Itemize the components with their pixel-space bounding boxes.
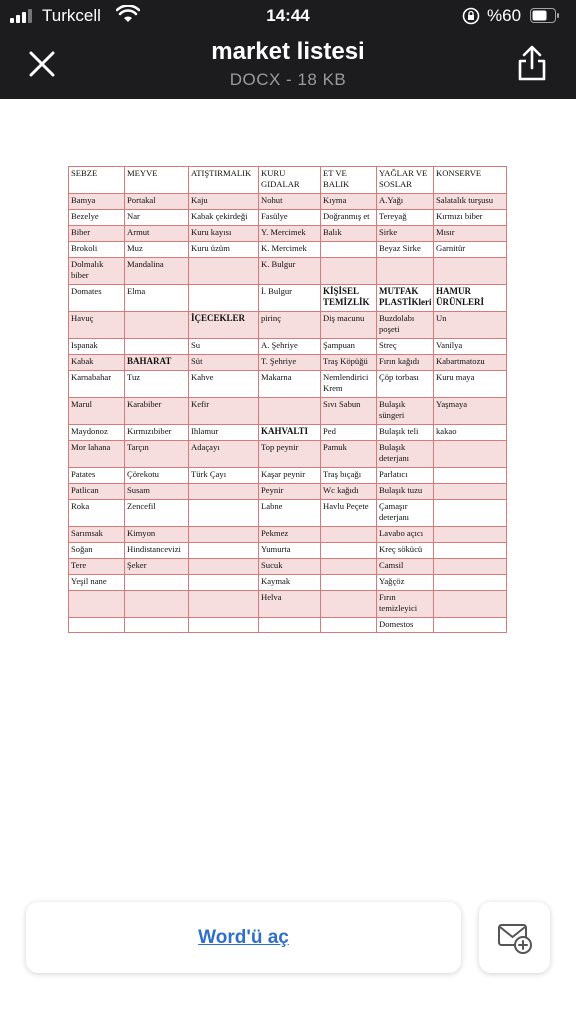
document-title: market listesi bbox=[211, 38, 365, 65]
table-row bbox=[69, 500, 507, 527]
table-cell bbox=[189, 258, 259, 285]
table-cell bbox=[434, 575, 507, 591]
document-preview[interactable] bbox=[68, 166, 506, 633]
table-cell: Patlican bbox=[69, 484, 125, 500]
table-cell: ATIŞTIRMALIK bbox=[189, 167, 259, 194]
table-row bbox=[69, 559, 507, 575]
table-cell: Kıyma bbox=[321, 194, 377, 210]
table-cell: Tereyağ bbox=[377, 210, 434, 226]
table-cell: Camsil bbox=[377, 559, 434, 575]
table-cell bbox=[125, 339, 189, 355]
battery-icon bbox=[530, 8, 560, 23]
table-cell: ET VE BALIK bbox=[321, 167, 377, 194]
table-cell: Garnitür bbox=[434, 242, 507, 258]
table-row bbox=[69, 167, 507, 194]
table-cell: Ispanak bbox=[69, 339, 125, 355]
table-row bbox=[69, 355, 507, 371]
table-cell bbox=[189, 285, 259, 312]
table-cell: Peynir bbox=[259, 484, 321, 500]
table-cell: Karnabahar bbox=[69, 371, 125, 398]
table-cell: Kuru üzüm bbox=[189, 242, 259, 258]
table-cell: HAMUR ÜRÜNLERİ bbox=[434, 285, 507, 312]
table-cell: K. Bulgur bbox=[259, 258, 321, 285]
table-cell: Pamuk bbox=[321, 441, 377, 468]
table-cell: YAĞLAR VE SOSLAR bbox=[377, 167, 434, 194]
table-row bbox=[69, 398, 507, 425]
clock: 14:44 bbox=[266, 6, 310, 25]
table-cell: KİŞİSEL TEMİZLİK bbox=[321, 285, 377, 312]
table-cell: Bulaşık deterjanı bbox=[377, 441, 434, 468]
table-cell bbox=[125, 618, 189, 633]
table-cell bbox=[321, 258, 377, 285]
table-cell: Bamya bbox=[69, 194, 125, 210]
carrier-label: Turkcell bbox=[42, 6, 101, 25]
table-cell: Havlu Peçete bbox=[321, 500, 377, 527]
table-cell bbox=[434, 484, 507, 500]
table-cell bbox=[321, 591, 377, 618]
table-cell bbox=[259, 618, 321, 633]
table-cell: Yağçöz bbox=[377, 575, 434, 591]
table-cell: Bulaşık teli bbox=[377, 425, 434, 441]
table-cell: Beyaz Sirke bbox=[377, 242, 434, 258]
table-cell bbox=[259, 398, 321, 425]
table-cell bbox=[189, 484, 259, 500]
table-row bbox=[69, 527, 507, 543]
table-cell: Y. Mercimek bbox=[259, 226, 321, 242]
open-word-button[interactable] bbox=[26, 902, 461, 973]
table-cell: Doğranmış et bbox=[321, 210, 377, 226]
table-cell bbox=[125, 312, 189, 339]
table-cell: Sucuk bbox=[259, 559, 321, 575]
table-cell bbox=[434, 559, 507, 575]
table-row bbox=[69, 591, 507, 618]
table-cell: Fırın temizleyici bbox=[377, 591, 434, 618]
table-cell: Salatalık turşusu bbox=[434, 194, 507, 210]
status-bar bbox=[0, 0, 576, 32]
table-cell: Kabak çekirdeği bbox=[189, 210, 259, 226]
table-row bbox=[69, 575, 507, 591]
table-cell: Tarçın bbox=[125, 441, 189, 468]
table-row bbox=[69, 312, 507, 339]
table-cell bbox=[189, 500, 259, 527]
table-cell: Mandalina bbox=[125, 258, 189, 285]
table-cell: Tere bbox=[69, 559, 125, 575]
table-row bbox=[69, 371, 507, 398]
table-cell bbox=[377, 258, 434, 285]
table-cell: Kaşar peynir bbox=[259, 468, 321, 484]
table-cell bbox=[321, 618, 377, 633]
table-cell: Domestos bbox=[377, 618, 434, 633]
table-cell: Susam bbox=[125, 484, 189, 500]
table-cell bbox=[434, 591, 507, 618]
table-cell bbox=[434, 468, 507, 484]
table-cell: Patates bbox=[69, 468, 125, 484]
table-cell: Kefir bbox=[189, 398, 259, 425]
table-cell: A. Şehriye bbox=[259, 339, 321, 355]
table-cell bbox=[321, 242, 377, 258]
table-cell: Havuç bbox=[69, 312, 125, 339]
table-cell: İ. Bulgur bbox=[259, 285, 321, 312]
table-cell: Yeşil nane bbox=[69, 575, 125, 591]
document-subtitle: DOCX - 18 KB bbox=[229, 70, 347, 89]
open-word-label: Word'ü aç bbox=[198, 926, 289, 948]
table-cell: Roka bbox=[69, 500, 125, 527]
table-cell: Kaymak bbox=[259, 575, 321, 591]
table-cell: Bulaşık süngeri bbox=[377, 398, 434, 425]
table-cell: Fasülye bbox=[259, 210, 321, 226]
table-cell: Nar bbox=[125, 210, 189, 226]
table-cell bbox=[434, 543, 507, 559]
table-row bbox=[69, 242, 507, 258]
table-cell: Traş bıçağı bbox=[321, 468, 377, 484]
table-cell: Yaşmaya bbox=[434, 398, 507, 425]
table-cell: Çöp torbası bbox=[377, 371, 434, 398]
table-cell bbox=[434, 527, 507, 543]
table-row bbox=[69, 339, 507, 355]
table-cell: Brokoli bbox=[69, 242, 125, 258]
table-row bbox=[69, 285, 507, 312]
table-cell: Sirke bbox=[377, 226, 434, 242]
table-cell: KURU GIDALAR bbox=[259, 167, 321, 194]
table-cell: Kabartmatozu bbox=[434, 355, 507, 371]
table-cell: Türk Çayı bbox=[189, 468, 259, 484]
table-cell: T. Şehriye bbox=[259, 355, 321, 371]
table-row bbox=[69, 484, 507, 500]
table-cell: BAHARAT bbox=[125, 355, 189, 371]
table-cell: SEBZE bbox=[69, 167, 125, 194]
table-cell: Adaçayı bbox=[189, 441, 259, 468]
table-cell bbox=[434, 258, 507, 285]
table-cell bbox=[69, 591, 125, 618]
table-cell: Pekmez bbox=[259, 527, 321, 543]
table-cell: İÇECEKLER bbox=[189, 312, 259, 339]
table-cell: Portakal bbox=[125, 194, 189, 210]
table-cell: Yumurta bbox=[259, 543, 321, 559]
table-cell: Elma bbox=[125, 285, 189, 312]
table-cell bbox=[189, 527, 259, 543]
table-cell: Mor lahana bbox=[69, 441, 125, 468]
table-cell bbox=[69, 618, 125, 633]
table-cell: KONSERVE bbox=[434, 167, 507, 194]
table-cell: Çamaşır deterjanı bbox=[377, 500, 434, 527]
table-cell: Ped bbox=[321, 425, 377, 441]
table-cell: Labne bbox=[259, 500, 321, 527]
top-bar bbox=[0, 0, 576, 99]
table-cell: Şeker bbox=[125, 559, 189, 575]
table-cell bbox=[189, 591, 259, 618]
table-cell: KAHVALTI bbox=[259, 425, 321, 441]
table-cell bbox=[434, 618, 507, 633]
table-cell: Kabak bbox=[69, 355, 125, 371]
table-cell: Bulaşık tuzu bbox=[377, 484, 434, 500]
table-cell: Sıvı Sabun bbox=[321, 398, 377, 425]
table-cell: kakao bbox=[434, 425, 507, 441]
table-cell: Makarna bbox=[259, 371, 321, 398]
table-cell: Tuz bbox=[125, 371, 189, 398]
table-cell: pirinç bbox=[259, 312, 321, 339]
table-cell: Fırın kağıdı bbox=[377, 355, 434, 371]
table-cell bbox=[434, 441, 507, 468]
orientation-lock-icon bbox=[462, 7, 480, 25]
table-cell: A.Yağı bbox=[377, 194, 434, 210]
table-cell: Lavabo açıcı bbox=[377, 527, 434, 543]
table-row bbox=[69, 258, 507, 285]
table-cell: Bezelye bbox=[69, 210, 125, 226]
table-cell: Ihlamur bbox=[189, 425, 259, 441]
table-cell: Kahve bbox=[189, 371, 259, 398]
table-row bbox=[69, 425, 507, 441]
table-cell bbox=[434, 500, 507, 527]
table-cell bbox=[189, 575, 259, 591]
table-row bbox=[69, 194, 507, 210]
table-cell bbox=[189, 543, 259, 559]
table-cell: Karabiber bbox=[125, 398, 189, 425]
table-row bbox=[69, 618, 507, 633]
table-cell bbox=[321, 559, 377, 575]
table-cell bbox=[125, 591, 189, 618]
table-cell bbox=[321, 575, 377, 591]
table-cell: Su bbox=[189, 339, 259, 355]
battery-percent: %60 bbox=[487, 6, 522, 25]
table-cell: Çörekotu bbox=[125, 468, 189, 484]
table-cell: Diş macunu bbox=[321, 312, 377, 339]
table-cell: Un bbox=[434, 312, 507, 339]
table-cell: Maydonoz bbox=[69, 425, 125, 441]
table-cell bbox=[189, 618, 259, 633]
table-cell: Balık bbox=[321, 226, 377, 242]
table-cell: Marul bbox=[69, 398, 125, 425]
table-cell: Nohut bbox=[259, 194, 321, 210]
table-row bbox=[69, 226, 507, 242]
table-cell: Vanilya bbox=[434, 339, 507, 355]
table-cell bbox=[321, 527, 377, 543]
table-cell: Top peynir bbox=[259, 441, 321, 468]
mail-button[interactable] bbox=[479, 902, 550, 973]
table-cell: Kırmızıbiber bbox=[125, 425, 189, 441]
table-cell: Kreç sökücü bbox=[377, 543, 434, 559]
table-cell: Hindistancevizi bbox=[125, 543, 189, 559]
table-cell: Buzdolabı poşeti bbox=[377, 312, 434, 339]
table-row bbox=[69, 468, 507, 484]
table-cell: Zencefil bbox=[125, 500, 189, 527]
table-cell: Kimyon bbox=[125, 527, 189, 543]
table-cell: Kırmızı biber bbox=[434, 210, 507, 226]
table-cell: Muz bbox=[125, 242, 189, 258]
table-cell: Dolmalık biber bbox=[69, 258, 125, 285]
table-cell: Armut bbox=[125, 226, 189, 242]
table-cell: Wc kağıdı bbox=[321, 484, 377, 500]
table-cell: Soğan bbox=[69, 543, 125, 559]
table-cell: MUTFAK PLASTİKleri bbox=[377, 285, 434, 312]
table-row bbox=[69, 210, 507, 226]
table-row bbox=[69, 441, 507, 468]
table-cell: Sarımsak bbox=[69, 527, 125, 543]
table-cell: Biber bbox=[69, 226, 125, 242]
table-cell: MEYVE bbox=[125, 167, 189, 194]
table-cell: Domates bbox=[69, 285, 125, 312]
table-cell: Mısır bbox=[434, 226, 507, 242]
table-row bbox=[69, 543, 507, 559]
table-cell: Parlatıcı bbox=[377, 468, 434, 484]
table-cell: Şampuan bbox=[321, 339, 377, 355]
table-cell: Kuru kayısı bbox=[189, 226, 259, 242]
table-cell: Süt bbox=[189, 355, 259, 371]
table-cell: Helva bbox=[259, 591, 321, 618]
table-cell bbox=[321, 543, 377, 559]
table-cell: K. Mercimek bbox=[259, 242, 321, 258]
table-cell bbox=[125, 575, 189, 591]
table-cell: Nemlendirici Krem bbox=[321, 371, 377, 398]
table-cell: Streç bbox=[377, 339, 434, 355]
share-icon[interactable] bbox=[514, 44, 550, 82]
mail-add-icon bbox=[497, 921, 533, 955]
table-cell: Kuru maya bbox=[434, 371, 507, 398]
table-cell: Traş Köpüğü bbox=[321, 355, 377, 371]
table-cell bbox=[189, 559, 259, 575]
market-table bbox=[68, 166, 507, 633]
table-cell: Kaju bbox=[189, 194, 259, 210]
